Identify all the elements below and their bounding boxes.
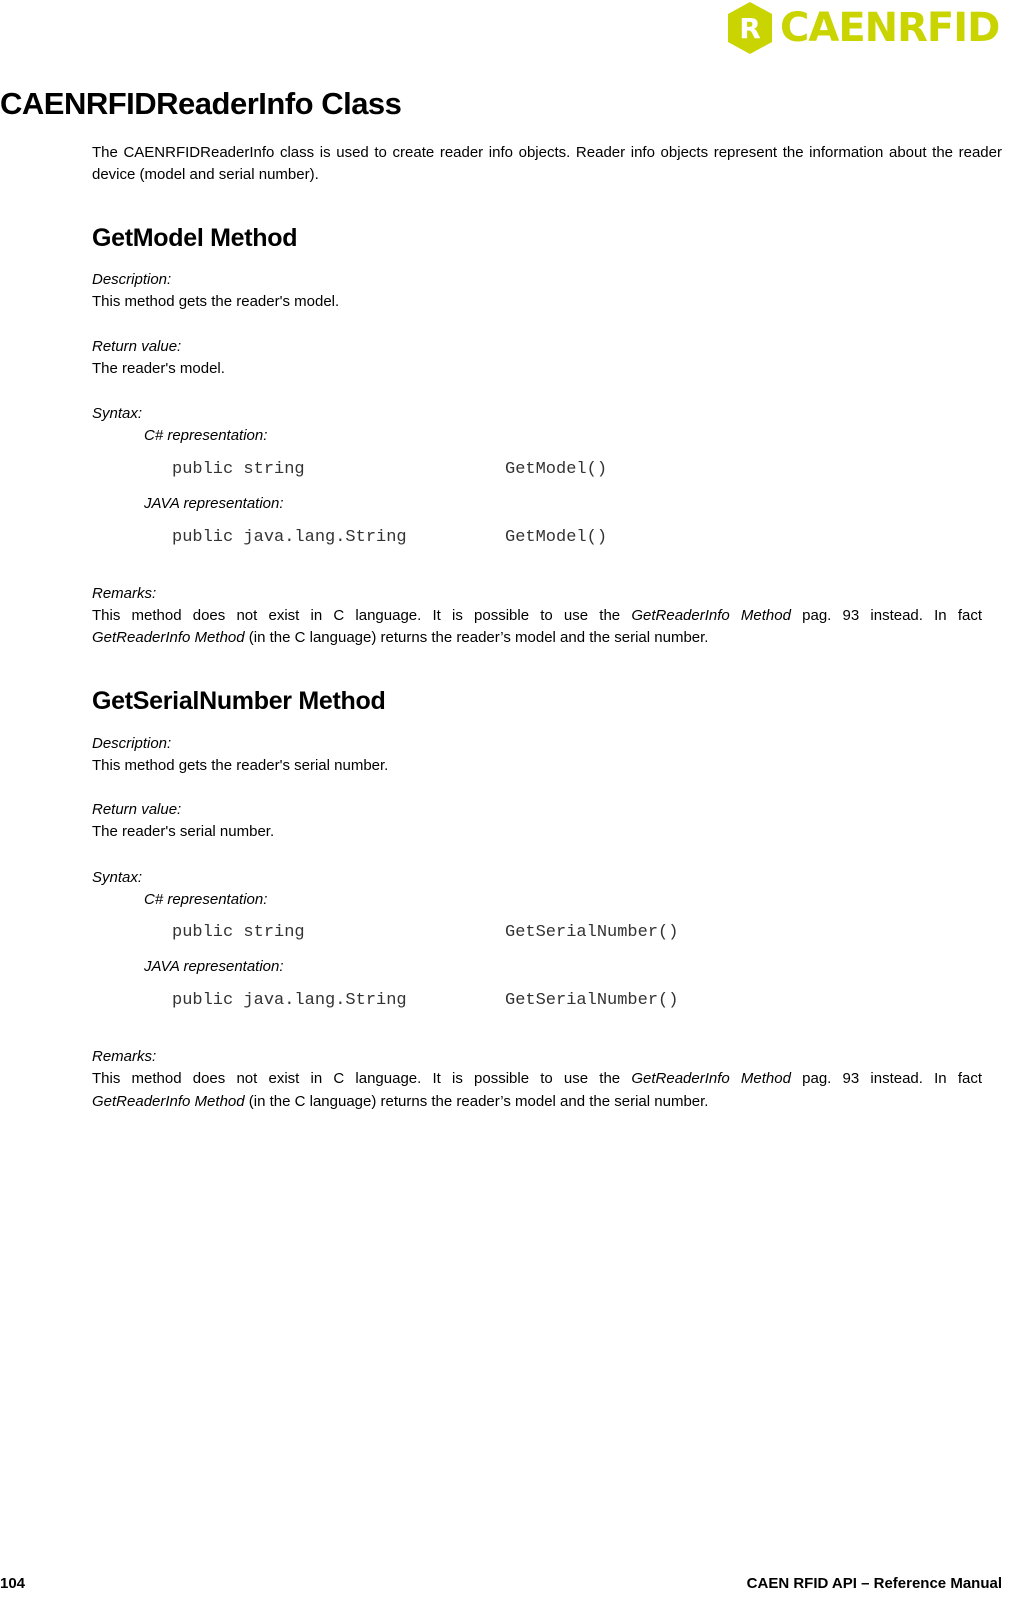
java-signature: GetSerialNumber() (505, 991, 679, 1010)
logo-text: CAENRFID (780, 5, 1000, 51)
java-signature: GetModel() (505, 528, 608, 547)
return-value-label: Return value: (92, 801, 182, 818)
remarks-label: Remarks: (92, 1048, 157, 1065)
csharp-label: C# representation: (144, 891, 268, 908)
syntax-label: Syntax: (92, 405, 143, 422)
logo-mark-icon (724, 0, 776, 56)
remarks-line-1: This method does not exist in C language. It is possible to use the GetReaderInfo Method pag. 93 instead. In fact (92, 1070, 983, 1087)
section-title-getserialnumber: GetSerialNumber Method (92, 687, 386, 715)
java-type: public java.lang.String (172, 528, 407, 547)
footer-doc-title: CAEN RFID API – Reference Manual (746, 1575, 1002, 1592)
java-label: JAVA representation: (144, 958, 284, 975)
description-label: Description: (92, 735, 172, 752)
section-title-getmodel: GetModel Method (92, 224, 298, 252)
remarks-label: Remarks: (92, 585, 157, 602)
page-number: 104 (0, 1575, 26, 1592)
intro-paragraph: The CAENRFIDReaderInfo class is used to create reader info objects. Reader info objects represent the information about the reader device (model and serial number). (92, 144, 1002, 183)
remarks-line-2: GetReaderInfo Method (in the C language) returns the reader’s model and the serial number. (92, 629, 709, 646)
java-type: public java.lang.String (172, 991, 407, 1010)
remarks-line-1: This method does not exist in C language. It is possible to use the GetReaderInfo Method pag. 93 instead. In fact (92, 607, 983, 624)
description-text: This method gets the reader's serial number. (92, 757, 389, 774)
return-value-text: The reader's model. (92, 360, 225, 377)
page-title: CAENRFIDReaderInfo Class (0, 86, 402, 121)
remarks-reference: GetReaderInfo Method (631, 1070, 791, 1087)
return-value-text: The reader's serial number. (92, 823, 275, 840)
description-label: Description: (92, 271, 172, 288)
csharp-signature: GetSerialNumber() (505, 923, 679, 942)
return-value-label: Return value: (92, 338, 182, 355)
caenrfid-logo (724, 0, 1002, 60)
java-label: JAVA representation: (144, 495, 284, 512)
syntax-label: Syntax: (92, 869, 143, 886)
remarks-reference: GetReaderInfo Method (631, 607, 791, 624)
description-text: This method gets the reader's model. (92, 293, 340, 310)
remarks-line-2: GetReaderInfo Method (in the C language) returns the reader’s model and the serial number. (92, 1093, 709, 1110)
csharp-type: public string (172, 923, 305, 942)
svg-text:R: R (739, 12, 761, 45)
csharp-type: public string (172, 460, 305, 479)
csharp-label: C# representation: (144, 427, 268, 444)
csharp-signature: GetModel() (505, 460, 608, 479)
